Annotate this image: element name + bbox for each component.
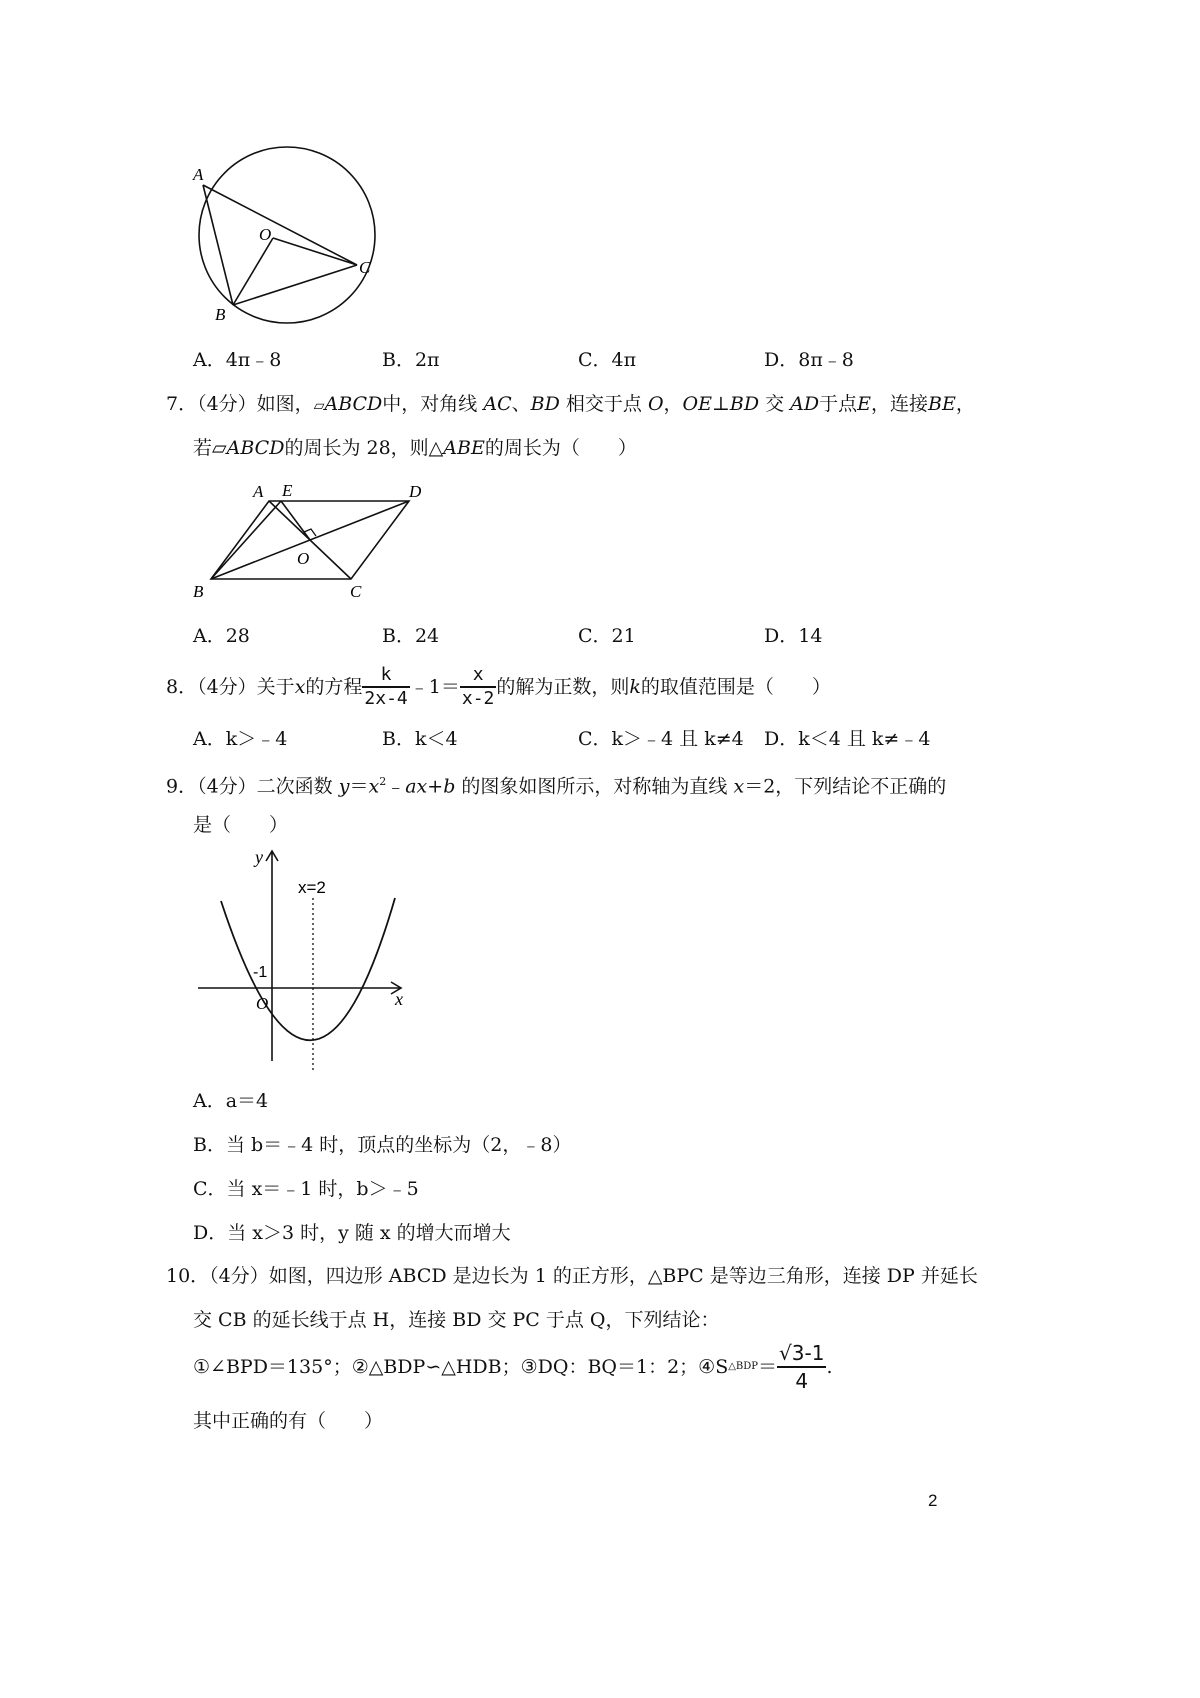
q10-line2: 交 CB 的延长线于点 H，连接 BD 交 PC 于点 Q，下列结论： xyxy=(193,1309,720,1331)
q7-option-c: C．21 xyxy=(578,625,636,647)
q6-segment-ab xyxy=(203,185,233,305)
q7-label-b: B xyxy=(193,582,204,601)
q9-x-label: x xyxy=(395,989,403,1009)
q10-line1: 10．（4分）如图，四边形 ABCD 是边长为 1 的正方形，△BPC 是等边三角形，连接 DP 并延长 xyxy=(166,1265,978,1287)
q9-option-d: D．当 x＞3 时，y 随 x 的增大而增大 xyxy=(193,1222,511,1244)
q7-label-d: D xyxy=(409,482,422,501)
q6-option-a: A．4π﹣8 xyxy=(193,349,282,371)
q6-segment-ac xyxy=(203,185,357,265)
q7-option-d: D．14 xyxy=(764,625,823,647)
q8-option-c: C．k＞﹣4 且 k≠4 xyxy=(578,728,744,750)
q6-label-o: O xyxy=(259,225,272,244)
q6-circle xyxy=(199,147,375,323)
q9-parabola-curve xyxy=(221,898,395,1040)
q8-fraction-1: $\frac{k}{2x-4}$ xyxy=(364,664,408,709)
q6-segment-ob xyxy=(233,238,273,305)
q7-segment-oe xyxy=(281,501,310,540)
q8-fraction-2: $\frac{x}{x-2}$ xyxy=(461,664,495,709)
q7-label-o: O xyxy=(297,549,310,568)
q8-option-a: A．k＞﹣4 xyxy=(193,728,288,750)
q6-segment-oc xyxy=(273,238,357,265)
q9-parabola-figure xyxy=(190,843,420,1078)
q7-line2: 若▱ABCD的周长为 28，则△ABE的周长为（ ） xyxy=(193,437,637,459)
q7-line1: 7．（4分）如图，▱ABCD中，对角线 AC、BD 相交于点 O，OE⊥BD 交 AD于点E，连接BE， xyxy=(166,393,975,415)
q7-label-a: A xyxy=(253,482,264,501)
q7-option-a: A．28 xyxy=(193,625,250,647)
q6-option-b: B．2π xyxy=(382,349,440,371)
q9-y-label: y xyxy=(255,847,263,867)
q10-fraction: $\frac{√3-1}{4}$ xyxy=(779,1341,825,1393)
q9-origin-label: O xyxy=(256,994,269,1013)
q9-line2: 是（ ） xyxy=(193,814,289,836)
q7-segment-be xyxy=(211,501,281,579)
q6-segment-bc xyxy=(233,265,357,305)
q9-symmetry-label: x=2 xyxy=(298,878,326,897)
q9-option-a: A．a＝4 xyxy=(193,1090,269,1112)
q6-option-d: D．8π﹣8 xyxy=(764,349,854,371)
q10-line3: ①∠BPD＝135°；②△BDP∽△HDB；③DQ：BQ＝1：2；④S △BDP ＝ $\frac{√3-1}{4}$ . xyxy=(193,1341,833,1393)
q9-neg-one-label: -1 xyxy=(253,964,268,981)
q9-line1: 9．（4分）二次函数 $y=x^2﹣ax+b$ 的图象如图所示，对称轴为直线 x＝2，下列结论不正确的 xyxy=(166,775,947,798)
q6-label-a: A xyxy=(193,165,204,184)
q8-line1: 8．（4分）关于 x 的方程 $\frac{k}{2x-4}$ ﹣1＝ $\frac{x}{x-2}$ 的解为正数，则 k 的取值范围是（ ） xyxy=(166,664,831,709)
q7-label-c: C xyxy=(350,582,362,601)
q8-option-b: B．k＜4 xyxy=(382,728,458,750)
q7-parallelogram-figure xyxy=(185,475,435,605)
q8-option-d: D．k＜4 且 k≠﹣4 xyxy=(764,728,931,750)
q6-label-c: C xyxy=(359,258,371,277)
q6-option-c: C．4π xyxy=(578,349,637,371)
q10-line4: 其中正确的有（ ） xyxy=(193,1410,384,1432)
q6-circle-figure xyxy=(185,140,400,340)
q7-option-b: B．24 xyxy=(382,625,440,647)
q9-option-b: B．当 b＝﹣4 时，顶点的坐标为（2，﹣8） xyxy=(193,1134,572,1156)
q9-option-c: C．当 x＝﹣1 时，b＞﹣5 xyxy=(193,1178,419,1200)
page-number: 2 xyxy=(928,1491,938,1510)
q6-label-b: B xyxy=(215,305,226,324)
q7-label-e: E xyxy=(282,481,293,500)
